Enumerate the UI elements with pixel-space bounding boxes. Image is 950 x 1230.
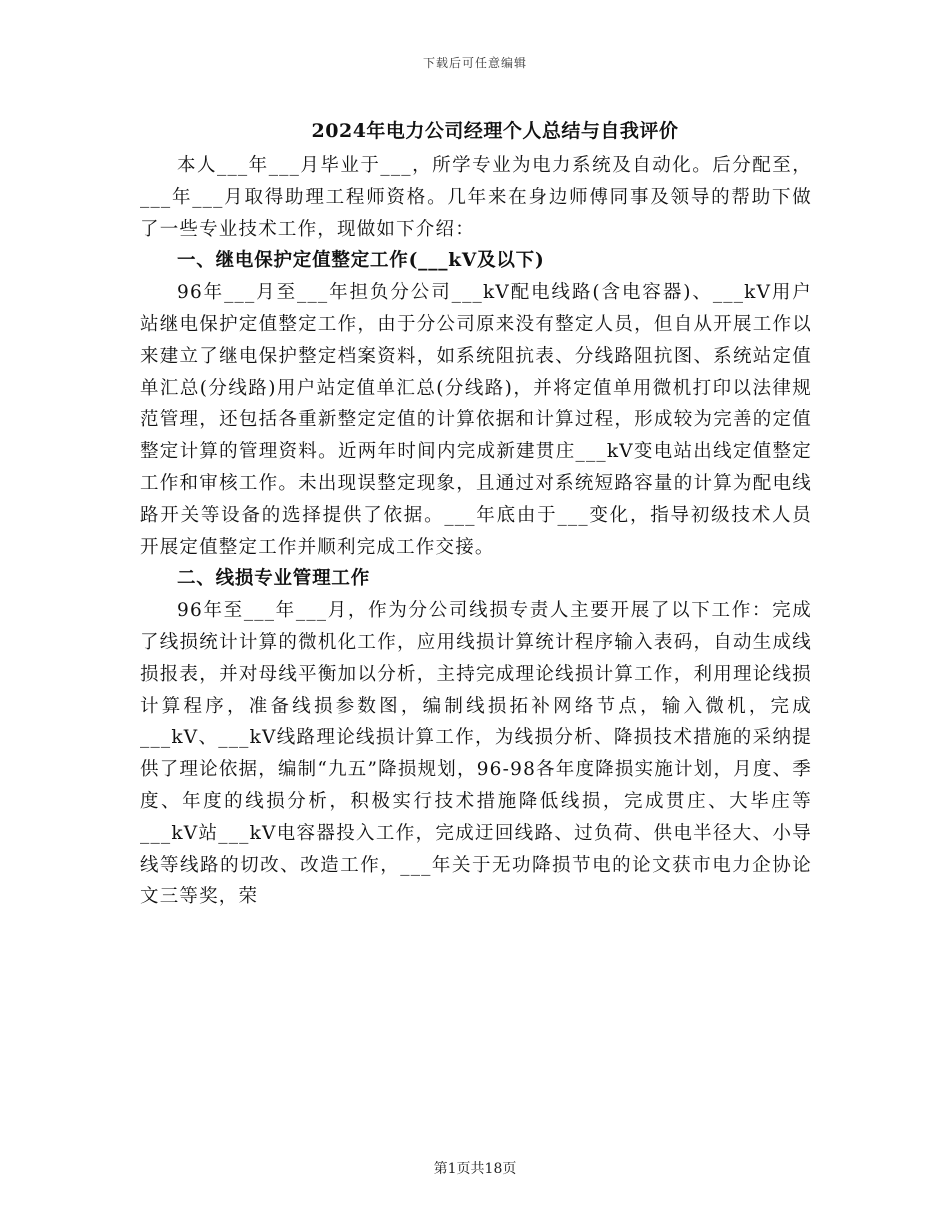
document-body — [140, 150, 812, 913]
section-heading-relay-protection: 一、继电保护定值整定工作(___kV及以下) — [177, 250, 545, 272]
intro-paragraph: 本人___年___月毕业于___，所学专业为电力系统及自动化。后分配至，___年___月取得助理工程师资格。几年来在身边师傅同事及领导的帮助下做了一些专业技术工作，现做如下介绍： — [140, 155, 812, 240]
page-footer: 第1页共18页 — [433, 1161, 517, 1177]
section-body-relay-protection: 96年___月至___年担负分公司___kV配电线路(含电容器)、___kV用户站继电保护定值整定工作，由于分公司原来没有整定人员，但自从开展工作以来建立了继电保护整定档案资料，如系统阻抗表、分线路阻抗图、系统站定值单汇总(分线路)用户站定值单汇总(分线路)，并将定值单用微机打印以法律规范管理，还包括各重新整定定值的计算依据和计算过程，形成较为完善的定值整定计算的管理资料。近两年时间内完成新建贯庄___kV变电站出线定值整定工作和审核工作。未出现误整定现象，且通过对系统短路容量的计算为配电线路开关等设备的选择提供了依据。___年底由于___变化，指导初级技术人员开展定值整定工作并顺利完成工作交接。 — [140, 282, 812, 558]
page-header: 下载后可任意编辑 — [422, 56, 527, 70]
section-body-line-loss: 96年至___年___月，作为分公司线损专责人主要开展了以下工作：完成了线损统计计算的微机化工作，应用线损计算统计程序输入表码，自动生成线损报表，并对母线平衡加以分析，主持完成理论线损计算工作，利用理论线损计算程序，准备线损参数图，编制线损拓补网络节点，输入微机，完成___kV、___kV线路理论线损计算工作，为线损分析、降损技术措施的采纳提供了理论依据，编制“九五”降损规划，96-98各年度降损实施计划，月度、季度、年度的线损分析，积极实行技术措施降低线损，完成贯庄、大毕庄等___kV站___kV电容器投入工作，完成迂回线路、过负荷、供电半径大、小导线等线路的切改、改造工作，___年关于无功降损节电的论文获市电力企协论文三等奖，荣 — [140, 600, 812, 908]
section-heading-line-loss: 二、线损专业管理工作 — [177, 568, 371, 590]
document-title: 2024年电力公司经理个人总结与自我评价 — [311, 120, 679, 142]
